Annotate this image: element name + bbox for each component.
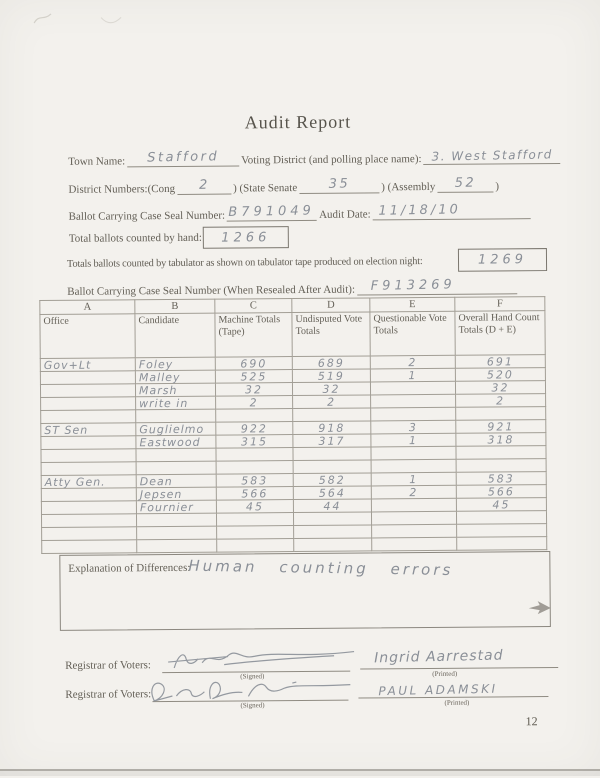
audit-date-field bbox=[373, 204, 531, 220]
cell-candidate: Foley bbox=[135, 357, 215, 371]
cell-machine: 315 bbox=[216, 435, 293, 449]
cell-office bbox=[41, 436, 136, 450]
cell-office bbox=[41, 449, 136, 463]
page-title: Audit Report bbox=[244, 111, 352, 133]
cell-machine bbox=[217, 526, 294, 540]
cong-field bbox=[177, 177, 231, 195]
registrar1-printed-caption: (Printed) bbox=[432, 669, 458, 678]
cell-undisputed: 918 bbox=[293, 421, 371, 435]
cell-machine: 566 bbox=[216, 487, 293, 501]
hand-count-box bbox=[203, 226, 289, 249]
pen-mark-icon bbox=[31, 10, 57, 28]
seal-number-value: B791049 bbox=[228, 203, 316, 221]
cell-undisputed: 564 bbox=[293, 486, 371, 500]
cell-machine: 922 bbox=[216, 422, 293, 436]
assembly-label: ) (Assembly bbox=[381, 180, 436, 194]
seal-number-label: Ballot Carrying Case Seal Number: bbox=[68, 209, 226, 223]
cell-machine: 583 bbox=[216, 474, 293, 488]
cell-undisputed: 519 bbox=[292, 369, 370, 383]
cell-undisputed: 2 bbox=[293, 395, 371, 409]
col-header-machine: Machine Totals (Tape) bbox=[215, 313, 292, 358]
voting-district-value: 3. West Stafford bbox=[431, 147, 553, 164]
cell-questionable bbox=[371, 407, 456, 421]
close-paren: ) bbox=[495, 180, 500, 193]
cell-undisputed: 44 bbox=[293, 499, 371, 513]
cell-undisputed bbox=[293, 512, 371, 526]
town-name-value: Stafford bbox=[147, 149, 220, 166]
registrar2-printed-caption: (Printed) bbox=[444, 698, 470, 707]
cell-candidate bbox=[136, 461, 216, 475]
cell-undisputed: 582 bbox=[293, 473, 371, 487]
hand-count-line bbox=[69, 232, 202, 245]
cell-office bbox=[41, 501, 136, 515]
cell-candidate bbox=[136, 448, 216, 462]
cell-machine bbox=[216, 513, 293, 527]
cell-machine bbox=[217, 539, 294, 553]
audit-date-label: Audit Date: bbox=[319, 208, 371, 221]
arrow-mark-icon bbox=[528, 600, 552, 616]
cell-office bbox=[42, 540, 137, 554]
cell-undisputed bbox=[293, 447, 371, 461]
cell-undisputed bbox=[294, 525, 372, 539]
audit-date-value: 11/18/10 bbox=[378, 202, 462, 219]
registrar1-printed-name: Ingrid Aarrestad bbox=[373, 647, 504, 667]
col-letter: A bbox=[40, 300, 135, 315]
explanation-value: Human counting errors bbox=[188, 556, 454, 580]
cell-overall bbox=[456, 446, 546, 460]
col-letter: D bbox=[292, 298, 370, 313]
cell-overall bbox=[456, 459, 546, 473]
cell-questionable: 1 bbox=[370, 368, 455, 382]
cell-questionable bbox=[371, 446, 456, 460]
cell-overall bbox=[457, 537, 547, 551]
cell-questionable bbox=[371, 394, 456, 408]
town-name-line bbox=[68, 149, 562, 168]
col-letter: F bbox=[455, 297, 545, 312]
cell-candidate: Eastwood bbox=[136, 435, 216, 449]
cell-office bbox=[41, 410, 136, 424]
cell-machine bbox=[216, 461, 293, 475]
cell-overall: 583 bbox=[456, 472, 546, 486]
cell-office: Gov+Lt bbox=[40, 358, 135, 372]
explanation-box bbox=[59, 551, 551, 631]
seal-number-line bbox=[69, 204, 533, 223]
cell-office bbox=[40, 384, 135, 398]
cell-machine: 2 bbox=[216, 396, 293, 410]
cell-machine: 45 bbox=[216, 500, 293, 514]
registrar2-label: Registrar of Voters: bbox=[65, 688, 152, 701]
cell-office bbox=[41, 514, 136, 528]
cell-machine: 32 bbox=[215, 383, 292, 397]
registrar1-label: Registrar of Voters: bbox=[65, 659, 151, 672]
district-numbers-line bbox=[68, 177, 499, 195]
cell-questionable bbox=[371, 498, 456, 512]
page-number: 12 bbox=[525, 714, 538, 729]
cell-questionable: 3 bbox=[371, 420, 456, 434]
cell-candidate: Malley bbox=[135, 370, 215, 384]
cell-candidate: Guglielmo bbox=[136, 422, 216, 436]
col-header-office: Office bbox=[40, 314, 135, 359]
cell-undisputed: 689 bbox=[292, 356, 370, 370]
cell-questionable: 1 bbox=[371, 472, 456, 486]
cell-undisputed: 317 bbox=[293, 434, 371, 448]
cell-overall: 45 bbox=[456, 498, 546, 512]
col-header-undisputed: Undisputed Vote Totals bbox=[292, 312, 370, 357]
col-header-candidate: Candidate bbox=[135, 313, 215, 358]
col-letter: B bbox=[135, 299, 215, 314]
col-letter: C bbox=[215, 299, 292, 314]
cell-machine: 525 bbox=[215, 370, 292, 384]
cell-overall: 691 bbox=[455, 355, 545, 369]
pen-mark-icon bbox=[99, 12, 125, 28]
hand-count-label: Total ballots counted by hand: bbox=[68, 231, 202, 245]
cell-office bbox=[40, 371, 135, 385]
cell-questionable bbox=[370, 381, 455, 395]
voting-district-field bbox=[423, 149, 560, 165]
cell-questionable: 1 bbox=[371, 433, 456, 447]
cell-machine bbox=[216, 409, 293, 423]
cell-questionable bbox=[372, 537, 457, 551]
cell-overall: 566 bbox=[456, 485, 546, 499]
reseal-field bbox=[357, 279, 517, 295]
cell-candidate bbox=[137, 539, 217, 553]
column-header-row bbox=[40, 311, 545, 359]
town-name-field bbox=[127, 151, 239, 167]
cell-overall: 2 bbox=[456, 394, 546, 408]
col-letter: E bbox=[370, 297, 455, 312]
cell-machine: 690 bbox=[215, 357, 292, 371]
cell-questionable bbox=[371, 511, 456, 525]
cell-overall bbox=[456, 511, 546, 525]
cell-candidate: Dean bbox=[136, 474, 216, 488]
cell-questionable bbox=[371, 459, 456, 473]
cell-office bbox=[42, 527, 137, 541]
cell-candidate: Marsh bbox=[135, 383, 215, 397]
cell-candidate bbox=[137, 526, 217, 540]
cell-office: ST Sen bbox=[41, 423, 136, 437]
audit-results-table bbox=[39, 296, 547, 554]
cell-overall: 32 bbox=[455, 381, 545, 395]
reseal-line bbox=[67, 279, 519, 298]
assembly-field bbox=[437, 177, 493, 192]
cell-office: Atty Gen. bbox=[41, 475, 136, 489]
cell-overall: 318 bbox=[456, 433, 546, 447]
hand-count-value: 1266 bbox=[221, 229, 271, 246]
seal-number-field bbox=[227, 203, 317, 222]
cell-overall bbox=[457, 524, 547, 538]
tabulator-value: 1269 bbox=[477, 252, 528, 268]
registrar1-signed-caption: (Signed) bbox=[240, 672, 265, 681]
cell-candidate bbox=[136, 409, 216, 423]
tabulator-line bbox=[67, 256, 423, 270]
col-header-questionable: Questionable Vote Totals bbox=[370, 311, 455, 356]
cell-undisputed bbox=[293, 460, 371, 474]
cell-undisputed: 32 bbox=[292, 382, 370, 396]
cell-undisputed bbox=[294, 538, 372, 552]
cong-value: 2 bbox=[198, 177, 210, 193]
col-header-overall: Overall Hand Count Totals (D + E) bbox=[455, 311, 545, 356]
registrar2-signed-caption: (Signed) bbox=[240, 701, 265, 710]
cell-candidate: write in bbox=[136, 396, 216, 410]
cell-office bbox=[41, 397, 136, 411]
cell-questionable bbox=[372, 524, 457, 538]
state-senate-value: 35 bbox=[328, 176, 351, 192]
state-senate-label: ) (State Senate bbox=[233, 182, 298, 195]
scan-edge-shadow bbox=[0, 771, 600, 776]
registrar2-printed-name: PAUL ADAMSKI bbox=[378, 681, 498, 699]
cell-candidate: Jepsen bbox=[136, 487, 216, 501]
cell-overall: 520 bbox=[455, 368, 545, 382]
town-name-label: Town Name: bbox=[68, 155, 126, 168]
cell-candidate bbox=[136, 513, 216, 527]
district-numbers-label: District Numbers:(Cong bbox=[68, 182, 176, 196]
reseal-value: F913269 bbox=[370, 277, 456, 294]
cell-overall bbox=[456, 407, 546, 421]
cell-machine bbox=[216, 448, 293, 462]
cell-questionable: 2 bbox=[370, 355, 455, 369]
cell-overall: 921 bbox=[456, 420, 546, 434]
tabulator-box bbox=[458, 248, 547, 272]
tabulator-label: Totals ballots counted by tabulator as shown on tabulator tape produced on election night: bbox=[66, 256, 423, 270]
cell-questionable: 2 bbox=[371, 485, 456, 499]
cell-candidate: Fournier bbox=[136, 500, 216, 514]
cell-undisputed bbox=[293, 408, 371, 422]
cell-office bbox=[41, 462, 136, 476]
explanation-label: Explanation of Differences: bbox=[68, 561, 191, 575]
assembly-value: 52 bbox=[454, 175, 477, 191]
reseal-label: Ballot Carrying Case Seal Number (When Resealed After Audit): bbox=[67, 283, 356, 298]
cell-office bbox=[41, 488, 136, 502]
voting-district-label: Voting District (and polling place name): bbox=[241, 153, 422, 167]
state-senate-field bbox=[299, 178, 379, 194]
